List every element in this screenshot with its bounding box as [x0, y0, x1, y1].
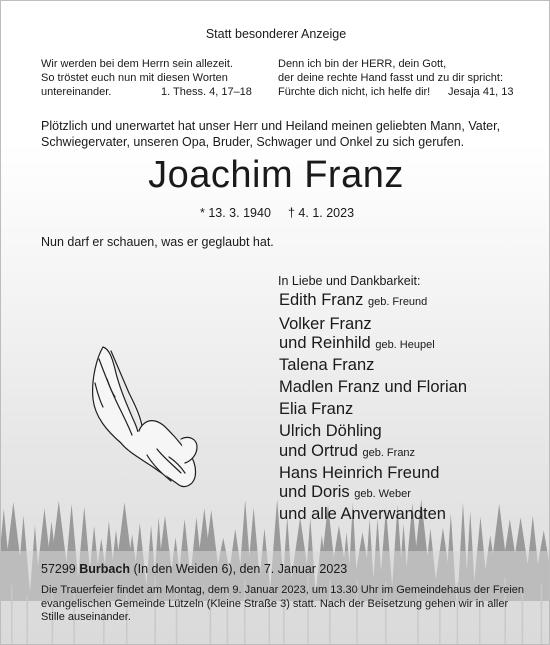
- verse-right-line-1: Denn ich bin der HERR, dein Gott,: [278, 58, 447, 70]
- verse-right-line-2: der deine rechte Hand fasst und zu dir spricht:: [278, 72, 504, 84]
- mourner-name: und alle Anverwandten: [279, 505, 446, 523]
- verse-left-reference: 1. Thess. 4, 17–18: [161, 86, 252, 98]
- mourner-note: geb. Weber: [354, 488, 411, 500]
- verse-right-reference: Jesaja 41, 13: [448, 86, 514, 98]
- tree-trunk: [11, 585, 13, 645]
- mourners-intro: In Liebe und Dankbarkeit:: [278, 274, 421, 288]
- verse-left-line-3: untereinander.: [41, 86, 112, 98]
- mourner-row: [279, 441, 415, 464]
- mourner-row: [279, 504, 446, 525]
- mourner-name: und Reinhild: [279, 334, 371, 352]
- praying-hands-image: [81, 339, 201, 489]
- address-town: Burbach: [79, 562, 130, 576]
- mourner-note: geb. Freund: [367, 296, 428, 308]
- intro-line-1: Plötzlich und unerwartet hat unser Herr und Heiland meinen geliebten Mann, Vater,: [41, 119, 501, 133]
- mourner-name: und Ortrud: [279, 442, 358, 460]
- tree-trunk: [27, 595, 29, 645]
- death-date: † 4. 1. 2023: [288, 206, 355, 220]
- mourner-name: Talena Franz: [279, 356, 375, 374]
- mourner-name: Edith Franz: [279, 291, 364, 309]
- mourner-row: [279, 399, 353, 420]
- funeral-line-3: Stille auseinander.: [41, 611, 131, 623]
- mourner-name: Volker Franz: [279, 315, 372, 333]
- birth-date: * 13. 3. 1940: [200, 206, 271, 220]
- mourner-row: [279, 421, 382, 442]
- mourner-name: und Doris: [279, 483, 350, 501]
- mourner-name: Elia Franz: [279, 400, 354, 418]
- verse-right-line-3: Fürchte dich nicht, ich helfe dir!: [278, 86, 431, 98]
- mourner-row: [279, 314, 372, 335]
- mourner-row: [279, 463, 440, 484]
- mourner-note: geb. Heupel: [375, 339, 435, 351]
- address-street: (In den Weiden 6), den 7. Januar 2023: [133, 562, 348, 576]
- tree-trunk: [541, 584, 543, 645]
- mourner-name: Ulrich Döhling: [279, 422, 382, 440]
- mourner-name: Madlen Franz und Florian: [279, 378, 468, 396]
- mourner-row: [279, 482, 411, 505]
- funeral-line-1: Die Trauerfeier findet am Montag, dem 9. Januar 2023, um 13.30 Uhr im Gemeindehaus der Freien: [41, 584, 525, 596]
- address-postcode: 57299: [41, 562, 76, 576]
- address-line: [41, 561, 347, 577]
- intro-line-2: Schwiegervater, unseren Opa, Bruder, Schwager und Onkel zu sich gerufen.: [41, 135, 465, 149]
- mourner-row: [279, 355, 374, 376]
- mourner-row: [279, 333, 435, 356]
- verse-left-line-1: Wir werden bei dem Herrn sein allezeit.: [41, 58, 233, 70]
- mourner-row: [279, 377, 467, 398]
- deceased-name: Joachim Franz: [148, 154, 404, 196]
- mourner-row: [279, 290, 427, 313]
- mourner-name: Hans Heinrich Freund: [279, 464, 440, 482]
- quote-text: Nun darf er schauen, was er geglaubt hat.: [41, 235, 274, 249]
- mourner-note: geb. Franz: [362, 447, 416, 459]
- funeral-line-2: evangelischen Gemeinde Lützeln (Kleine Straße 3) statt. Nach der Beisetzung gehen wir in aller: [41, 597, 509, 610]
- header-title: Statt besonderer Anzeige: [205, 27, 347, 41]
- verse-left-line-2: So tröstet euch nun mit diesen Worten: [41, 72, 228, 84]
